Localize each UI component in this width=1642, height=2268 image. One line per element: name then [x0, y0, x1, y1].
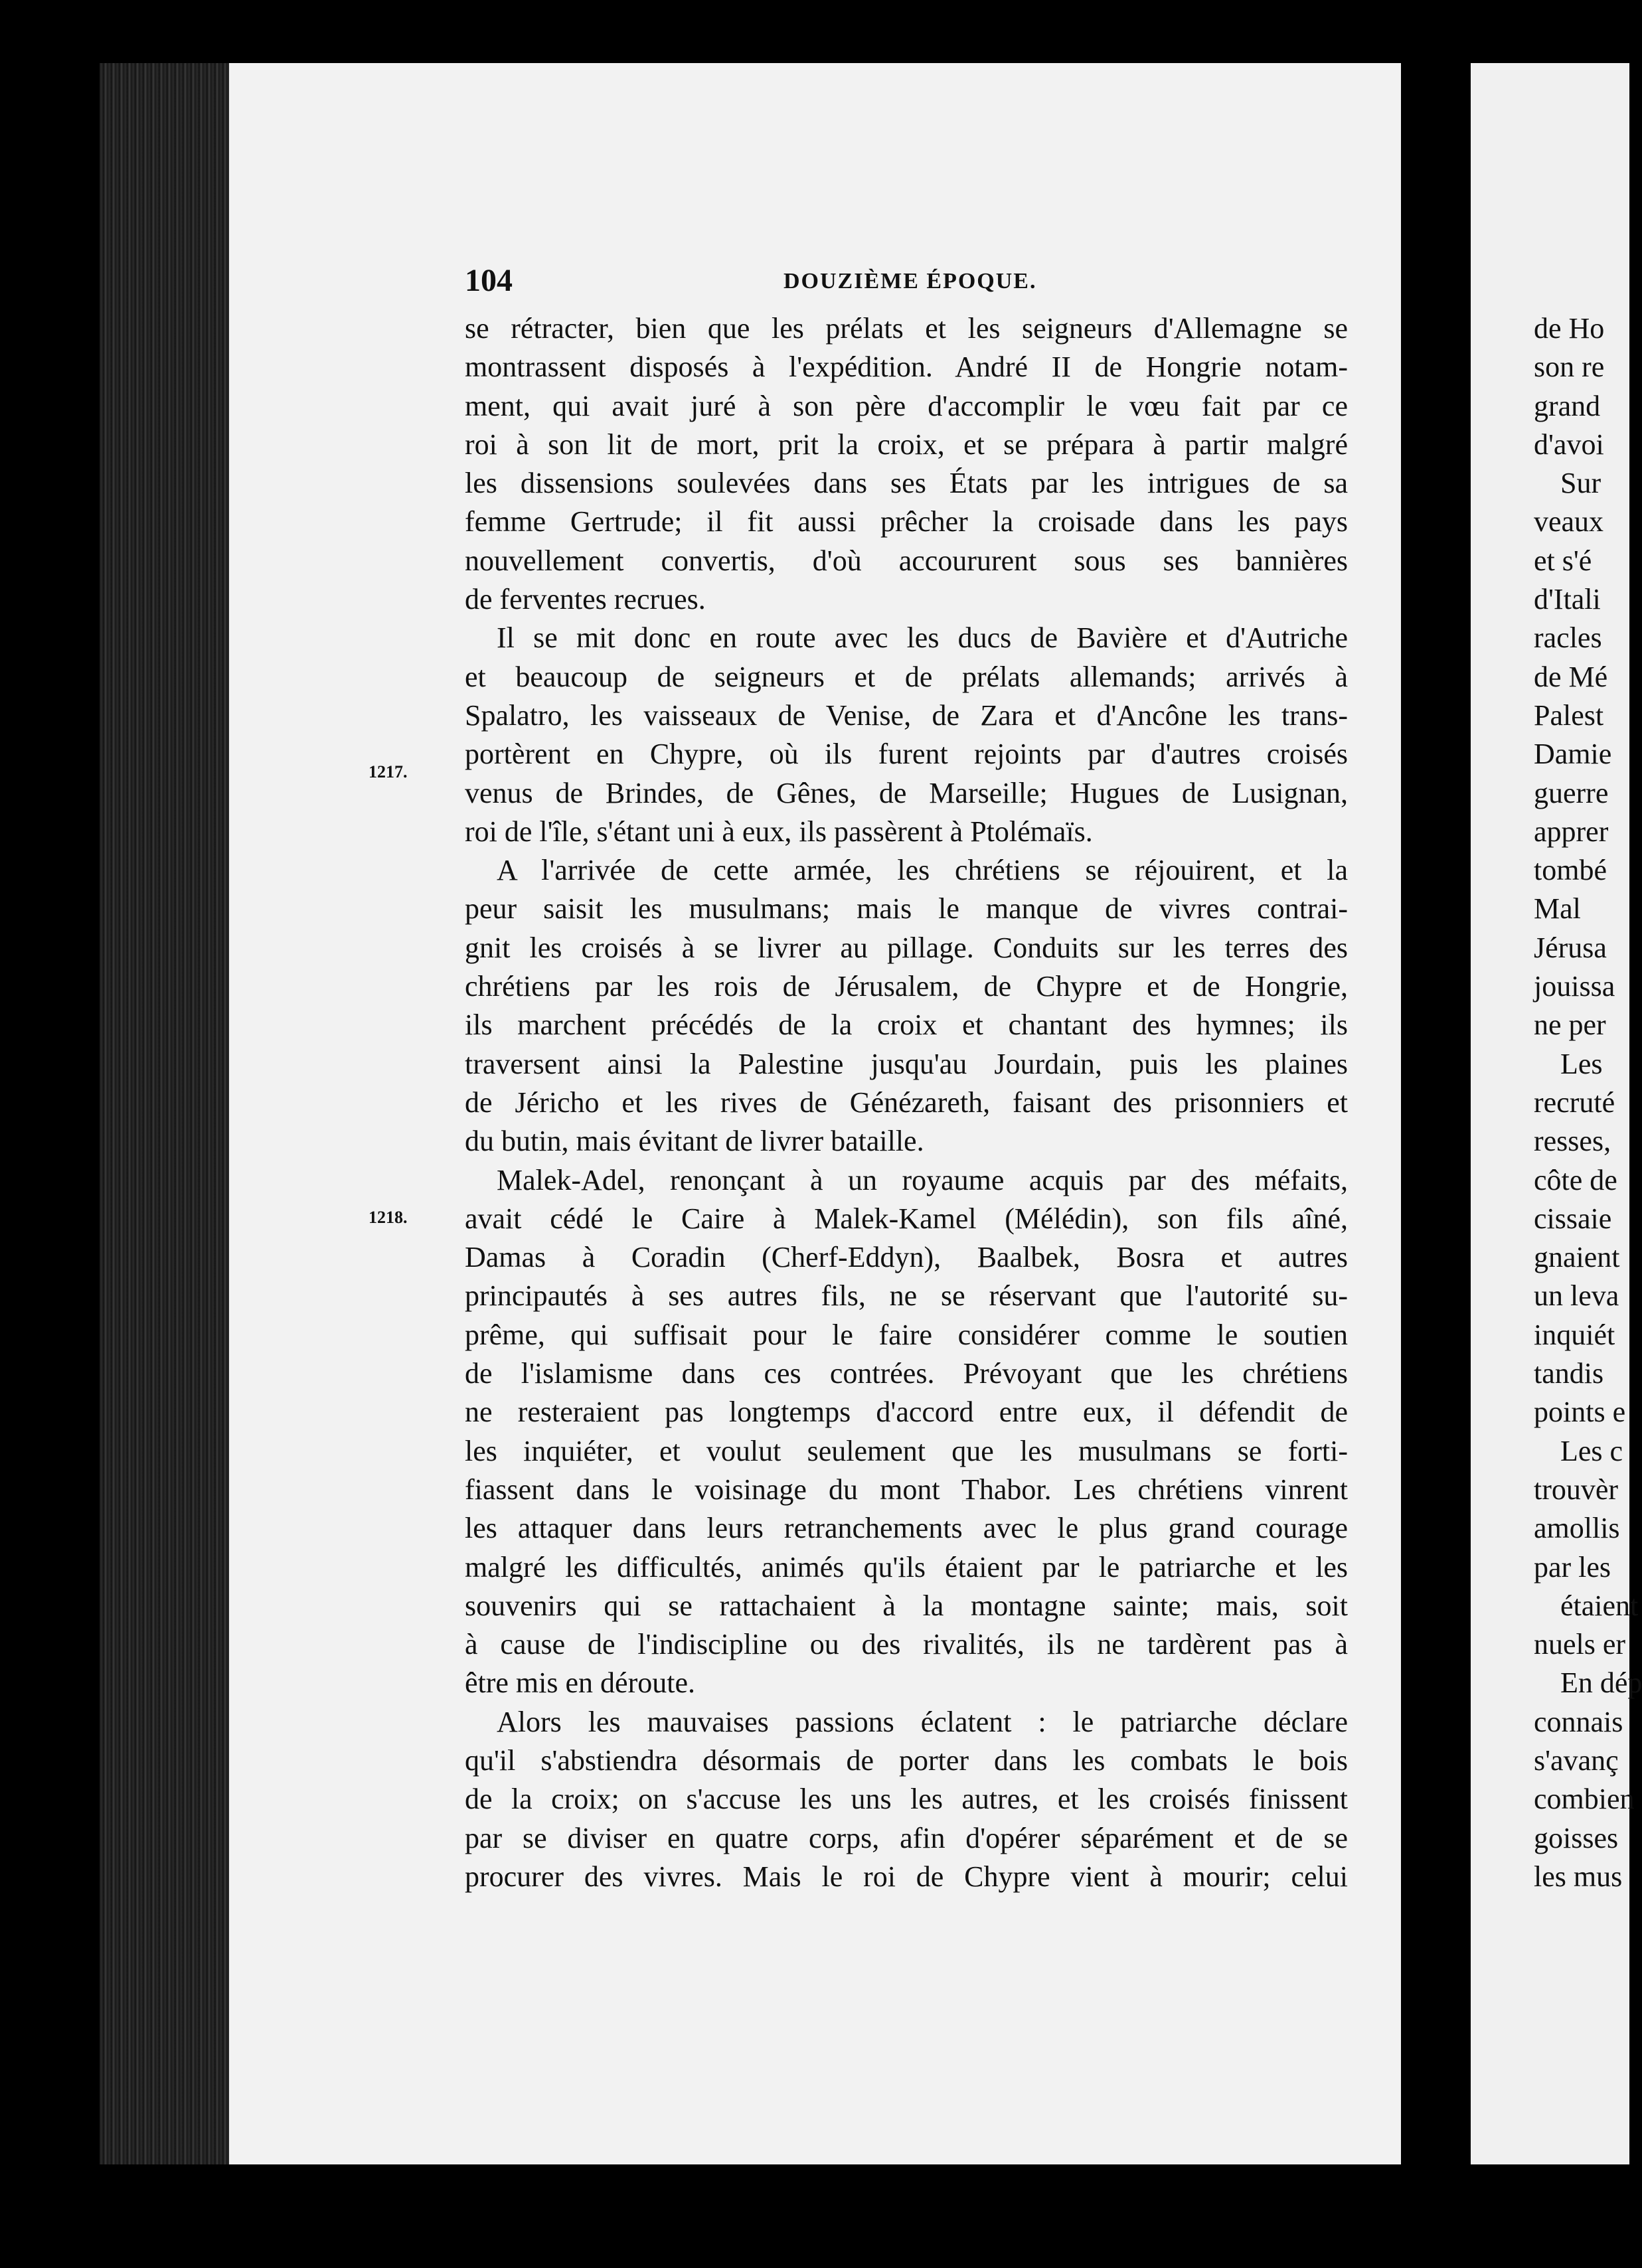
right-page-line: goisses [1534, 1821, 1619, 1854]
right-page-line: resses, [1534, 1125, 1611, 1158]
right-page-line: recruté [1534, 1086, 1615, 1119]
right-page-line: de Mé [1534, 660, 1608, 693]
right-page-line: côte de [1534, 1163, 1617, 1196]
text-line: du butin, mais évitant de livrer bataille. [465, 1125, 924, 1158]
text-line: principautés à ses autres fils, ne se réservant que l'autorité su- [465, 1279, 1348, 1313]
right-page-line: grand [1534, 389, 1601, 422]
right-page-line: Les c [1560, 1434, 1623, 1467]
text-line: de ferventes recrues. [465, 583, 706, 616]
text-line: Malek-Adel, renonçant à un royaume acquis par des méfaits, [497, 1163, 1348, 1196]
right-page-line: par les [1534, 1550, 1611, 1583]
text-line: ne resteraient pas longtemps d'accord entre eux, il défendit de [465, 1396, 1348, 1429]
right-page-line: d'avoi [1534, 428, 1604, 461]
margin-date-1217: 1217. [369, 762, 408, 781]
text-line: par se diviser en quatre corps, afin d'opérer séparément et de se [465, 1821, 1348, 1854]
text-line: avait cédé le Caire à Malek-Kamel (Mélédin), son fils aîné, [465, 1202, 1348, 1235]
right-page-line: Sur [1560, 467, 1601, 500]
text-line: à cause de l'indiscipline ou des rivalités, ils ne tardèrent pas à [465, 1628, 1348, 1661]
right-page-line: amollis [1534, 1512, 1620, 1545]
right-page-line: un leva [1534, 1279, 1619, 1313]
text-line: prême, qui suffisait pour le faire considérer comme le soutien [465, 1318, 1348, 1351]
text-line: Il se mit donc en route avec les ducs de Bavière et d'Autriche [497, 621, 1348, 655]
right-page-line: inquiét [1534, 1318, 1615, 1351]
right-page-line: racles [1534, 621, 1602, 655]
text-line: portèrent en Chypre, où ils furent rejoints par d'autres croisés [465, 738, 1348, 771]
right-page-line: connais [1534, 1705, 1623, 1738]
text-line: se rétracter, bien que les prélats et les seigneurs d'Allemagne se [465, 312, 1348, 345]
right-page-line: nuels er [1534, 1628, 1626, 1661]
right-page-line: apprer [1534, 815, 1609, 848]
text-line: montrassent disposés à l'expédition. André II de Hongrie notam- [465, 351, 1348, 384]
right-page-line: tombé [1534, 854, 1607, 887]
text-line: les attaquer dans leurs retranchements avec le plus grand courage [465, 1512, 1348, 1545]
text-line: femme Gertrude; il fit aussi prêcher la croisade dans les pays [465, 505, 1348, 538]
text-line: venus de Brindes, de Gênes, de Marseille; Hugues de Lusignan, [465, 776, 1348, 809]
right-page-line: gnaient [1534, 1241, 1620, 1274]
right-page-line: Jérusa [1534, 931, 1607, 964]
running-head [465, 262, 1348, 309]
text-line: Damas à Coradin (Cherf-Eddyn), Baalbek, Bosra et autres [465, 1241, 1348, 1274]
text-line: ment, qui avait juré à son père d'accomplir le vœu fait par ce [465, 389, 1348, 422]
right-page-line: veaux [1534, 505, 1604, 538]
text-line: nouvellement convertis, d'où accoururent sous ses bannières [465, 544, 1348, 577]
right-page-line: trouvèr [1534, 1473, 1619, 1506]
right-page-line: ne per [1534, 1009, 1606, 1042]
page-edges [100, 63, 232, 2164]
text-line: roi à son lit de mort, prit la croix, et se prépara à partir malgré [465, 428, 1348, 461]
right-page-line: de Ho [1534, 312, 1605, 345]
margin-date-1218: 1218. [369, 1208, 408, 1227]
text-line: de la croix; on s'accuse les uns les autres, et les croisés finissent [465, 1783, 1348, 1816]
text-line: ils marchent précédés de la croix et chantant des hymnes; ils [465, 1009, 1348, 1042]
text-line: Spalatro, les vaisseaux de Venise, de Zara et d'Ancône les trans- [465, 698, 1348, 732]
text-line: qu'il s'abstiendra désormais de porter dans les combats le bois [465, 1743, 1348, 1777]
right-page-line: guerre [1534, 776, 1609, 809]
right-page-line: étaient [1560, 1589, 1639, 1622]
page-number: 104 [465, 263, 513, 298]
right-page [1471, 63, 1642, 2164]
text-line: de l'islamisme dans ces contrées. Prévoyant que les chrétiens [465, 1357, 1348, 1390]
right-page-line: Palest [1534, 698, 1604, 732]
text-line: Alors les mauvaises passions éclatent : le patriarche déclare [497, 1705, 1348, 1738]
text-line: de Jéricho et les rives de Génézareth, faisant des prisonniers et [465, 1086, 1348, 1119]
right-page-line: les mus [1534, 1860, 1623, 1893]
text-line: chrétiens par les rois de Jérusalem, de Chypre et de Hongrie, [465, 970, 1348, 1003]
text-line: les dissensions soulevées dans ses États par les intrigues de sa [465, 467, 1348, 500]
right-page-line: et s'é [1534, 544, 1592, 577]
text-line: A l'arrivée de cette armée, les chrétiens se réjouirent, et la [497, 854, 1348, 887]
text-line: les inquiéter, et voulut seulement que les musulmans se forti- [465, 1434, 1348, 1467]
text-line: malgré les difficultés, animés qu'ils étaient par le patriarche et les [465, 1550, 1348, 1583]
body-text [465, 309, 1348, 1896]
right-page-line: son re [1534, 351, 1605, 384]
text-line: traversent ainsi la Palestine jusqu'au Jourdain, puis les plaines [465, 1047, 1348, 1080]
right-page-line: Les [1560, 1047, 1603, 1080]
right-page-line: cissaie [1534, 1202, 1612, 1235]
right-page-line: En dép [1560, 1666, 1642, 1700]
right-page-line: jouissa [1534, 970, 1615, 1003]
right-page-line: d'Itali [1534, 583, 1601, 616]
running-title: DOUZIÈME ÉPOQUE. [783, 269, 1037, 293]
right-page-line: points e [1534, 1396, 1626, 1429]
right-page-line: s'avanç [1534, 1743, 1619, 1777]
text-line: fiassent dans le voisinage du mont Thabor. Les chrétiens vinrent [465, 1473, 1348, 1506]
right-page-line: tandis [1534, 1357, 1604, 1390]
text-line: peur saisit les musulmans; mais le manque de vivres contrai- [465, 892, 1348, 926]
text-line: gnit les croisés à se livrer au pillage. Conduits sur les terres des [465, 931, 1348, 964]
right-page-line: Mal [1534, 892, 1581, 926]
text-line: et beaucoup de seigneurs et de prélats allemands; arrivés à [465, 660, 1348, 693]
right-page-text [1471, 309, 1642, 1896]
right-page-line: combien [1534, 1783, 1635, 1816]
text-line: roi de l'île, s'étant uni à eux, ils passèrent à Ptolémaïs. [465, 815, 1093, 848]
text-line: procurer des vivres. Mais le roi de Chypre vient à mourir; celui [465, 1860, 1348, 1893]
text-line: être mis en déroute. [465, 1666, 695, 1700]
text-line: souvenirs qui se rattachaient à la montagne sainte; mais, soit [465, 1589, 1348, 1622]
right-page-line: Damie [1534, 738, 1612, 771]
